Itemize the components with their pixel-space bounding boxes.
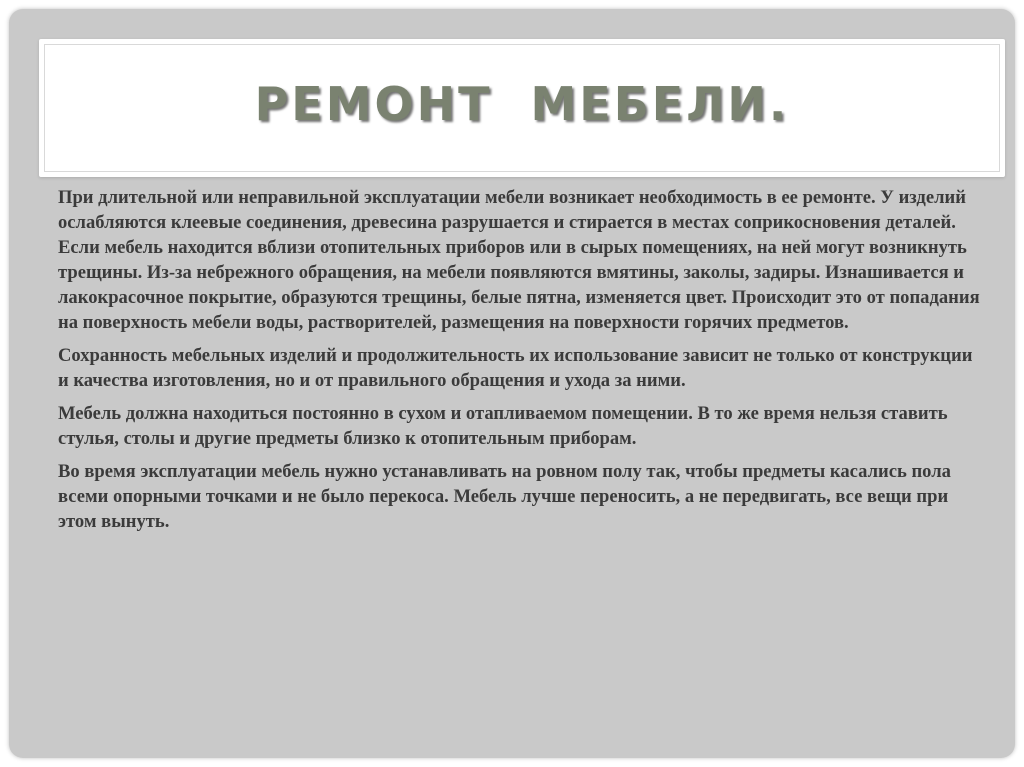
title-box	[39, 39, 1005, 177]
slide-title: РЕМОНТ МЕБЕЛИ.	[254, 77, 790, 131]
paragraph-1: При длительной или неправильной эксплуатации мебели возникает необходимость в ее ремонте. У изделий ослабляются клеевые соединения, древесина разрушается и стирается в местах соприкосновения деталей. Если мебель находится вблизи отопительных приборов или в сырых помещениях, на ней могут возникнуть трещины. Из-за небрежного обращения, на мебели появляются вмятины, заколы, задиры. Изнашивается и лакокрасочное покрытие, образуются трещины, белые пятна, изменяется цвет. Происходит это от попадания на поверхность мебели воды, растворителей, размещения на поверхности горячих предметов.	[58, 187, 980, 333]
paragraph-4: Во время эксплуатации мебель нужно устанавливать на ровном полу так, чтобы предметы касались пола всеми опорными точками и не было перекоса. Мебель лучше переносить, а не передвигать, все вещи при этом вынуть.	[58, 461, 951, 532]
slide-body	[58, 185, 984, 542]
paragraph-2: Сохранность мебельных изделий и продолжительность их использование зависит не только от конструкции и качества изготовления, но и от правильного обращения и ухода за ними.	[58, 345, 973, 391]
paragraph-3: Мебель должна находиться постоянно в сухом и отапливаемом помещении. В то же время нельзя ставить стулья, столы и другие предметы близко к отопительным приборам.	[58, 403, 948, 449]
